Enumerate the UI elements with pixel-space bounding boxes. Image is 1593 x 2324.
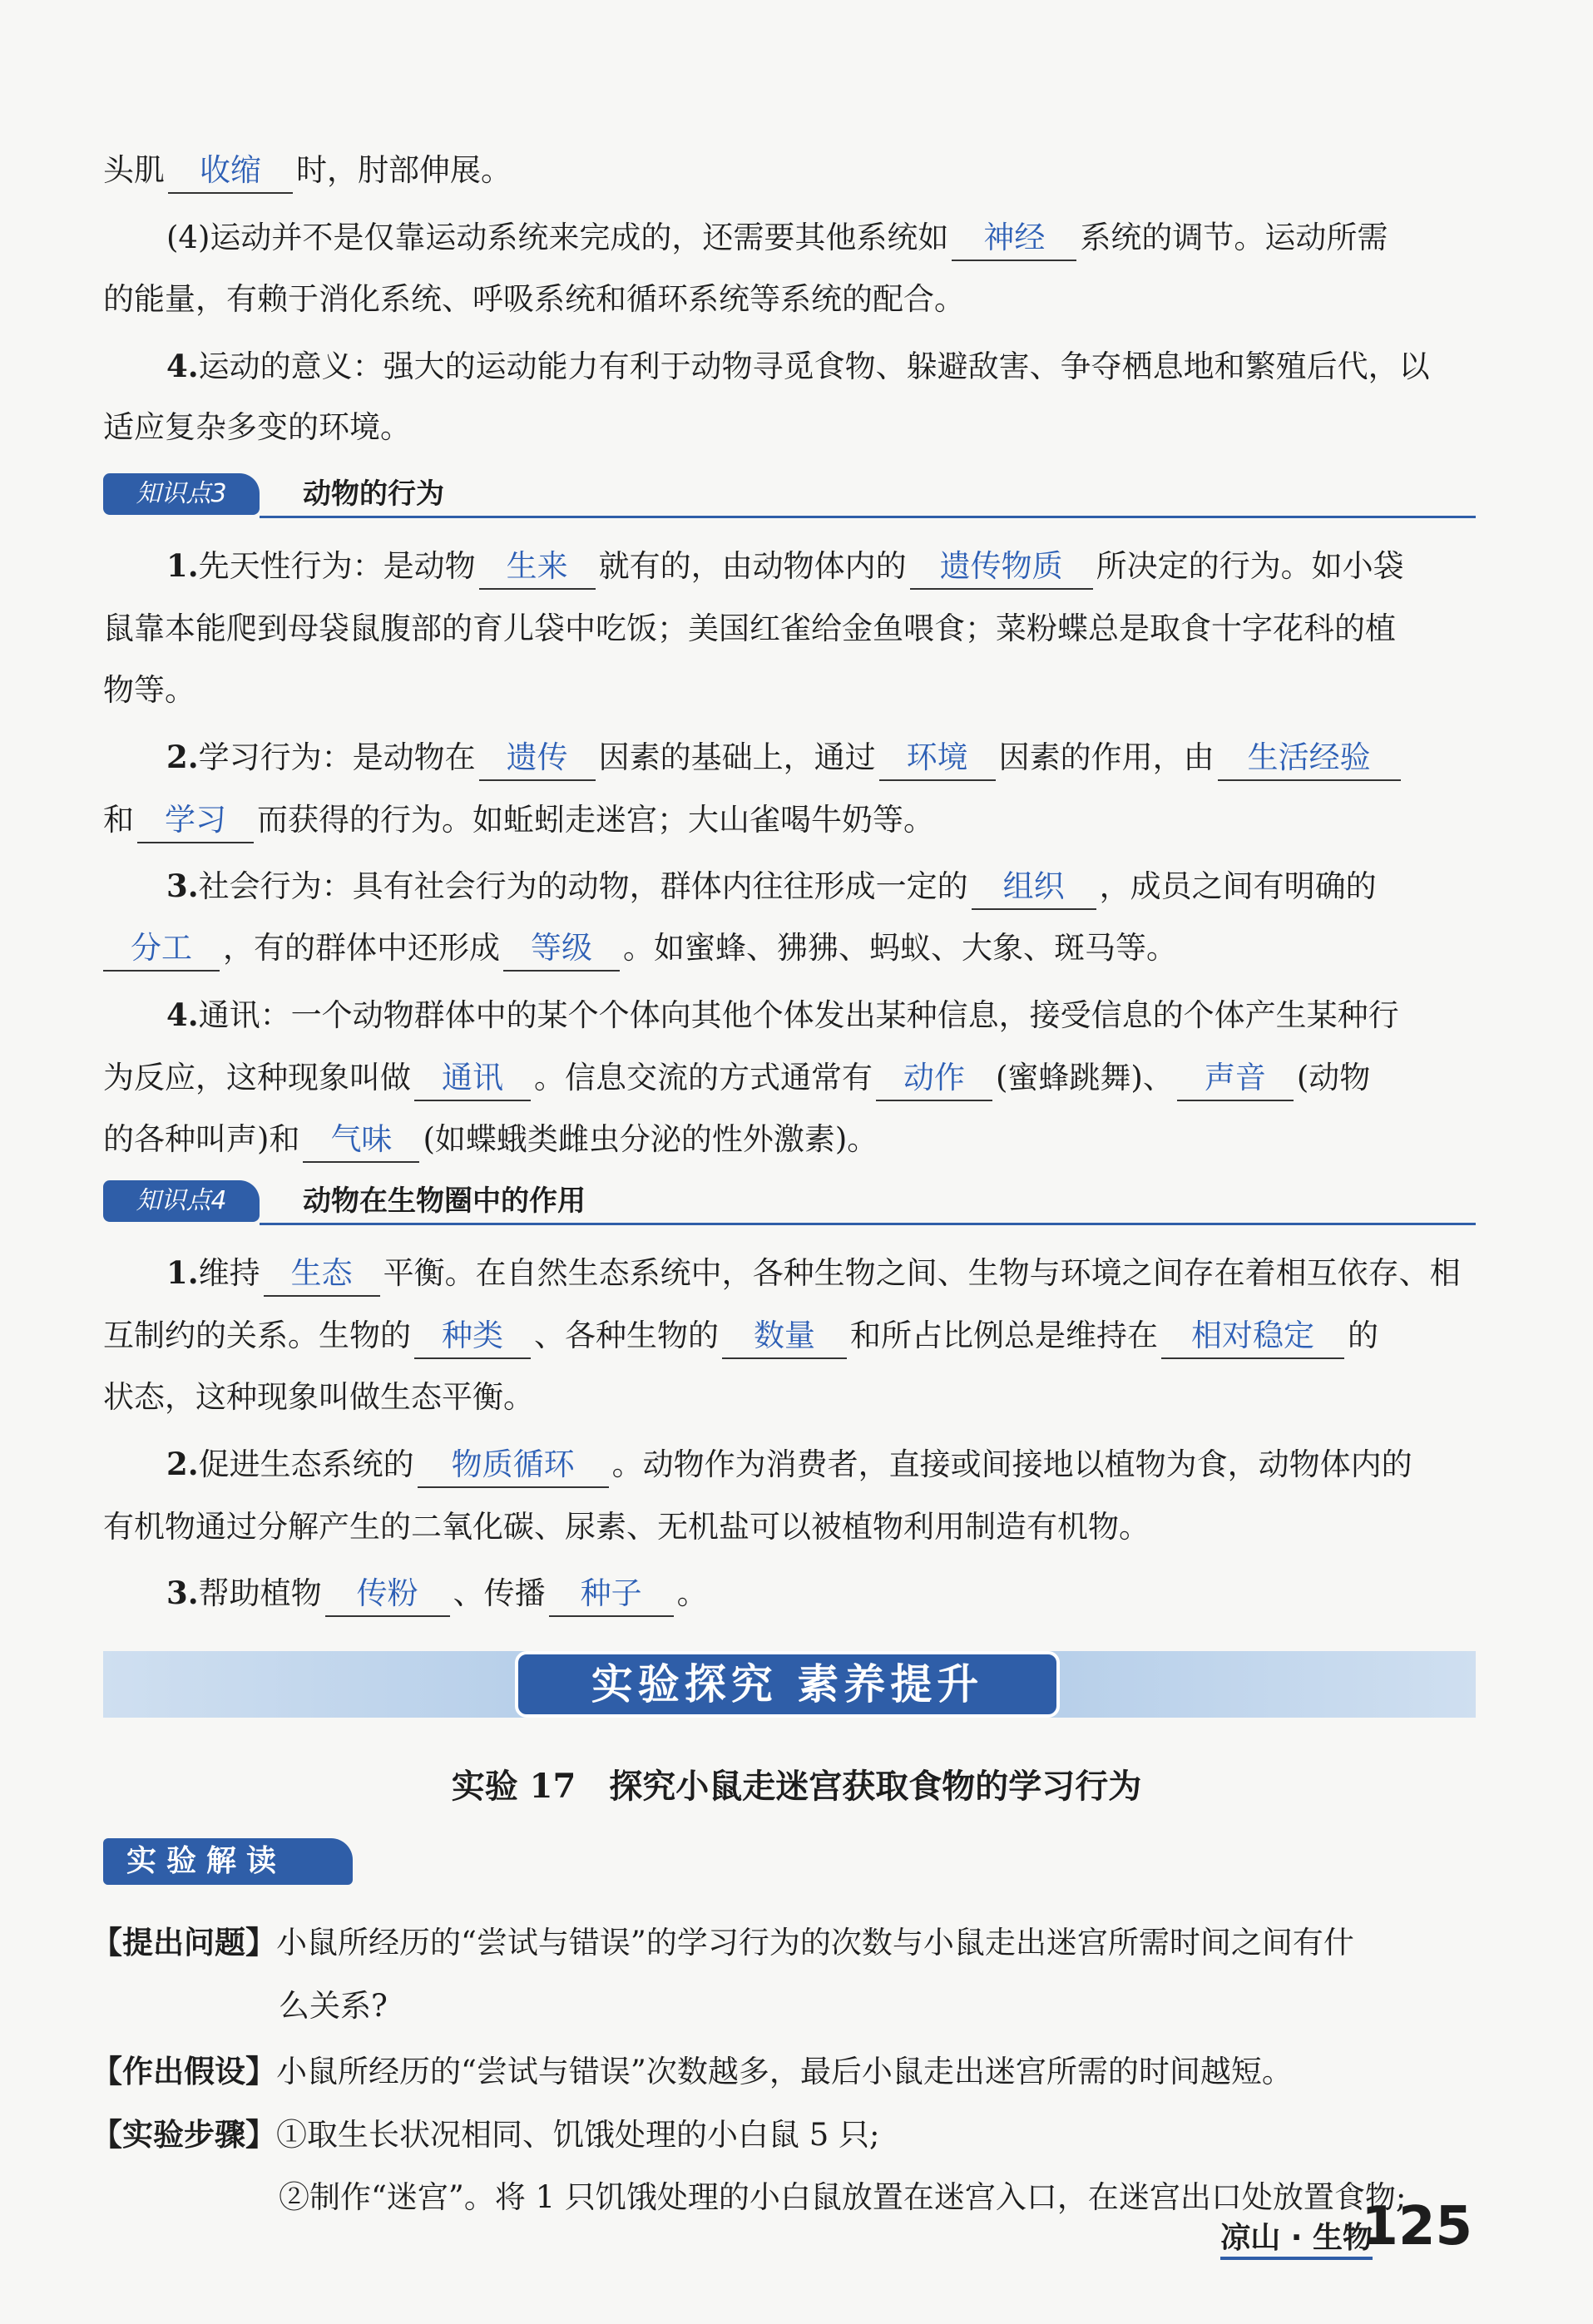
knowledge-point-badge: 知识点4 bbox=[103, 1180, 260, 1222]
text-line: 互制约的关系。生物的 种类 、各种生物的 数量 和所占比例总是维持在 相对稳定 的 bbox=[103, 1311, 1492, 1361]
banner-title: 实验探究 素养提升 bbox=[515, 1651, 1060, 1718]
answer-blank: 种子 bbox=[549, 1572, 674, 1617]
answer-blank: 生来 bbox=[479, 545, 596, 590]
answer-blank: 遗传物质 bbox=[910, 545, 1093, 590]
answer-blank: 数量 bbox=[722, 1314, 847, 1359]
text-line: (4)运动并不是仅靠运动系统来完成的，还需要其他系统如 神经 系统的调节。运动所需 bbox=[166, 213, 1556, 263]
divider bbox=[260, 1223, 1476, 1225]
knowledge-point-3-header bbox=[103, 470, 1476, 520]
text-line: 1.维持 生态 平衡。在自然生态系统中，各种生物之间、生物与环境之间存在着相互依存、相 bbox=[166, 1248, 1556, 1298]
answer-blank: 收缩 bbox=[168, 149, 293, 194]
answer-blank: 生态 bbox=[264, 1252, 380, 1297]
question-line: 【提出问题】小鼠所经历的“尝试与错误”的学习行为的次数与小鼠走出迷宫所需时间之间有什 bbox=[92, 1924, 1354, 1961]
text-line: 4.运动的意义：强大的运动能力有利于动物寻觅食物、躲避敌害、争夺栖息地和繁殖后代，以 bbox=[166, 348, 1430, 384]
divider bbox=[260, 516, 1476, 518]
answer-blank: 气味 bbox=[303, 1118, 419, 1163]
answer-blank: 相对稳定 bbox=[1161, 1314, 1344, 1359]
text-line: 鼠靠本能爬到母袋鼠腹部的育儿袋中吃饭；美国红雀给金鱼喂食；菜粉蝶总是取食十字花科的植 bbox=[103, 611, 1396, 646]
text-line: 物等。 bbox=[103, 672, 195, 708]
answer-blank: 生活经验 bbox=[1218, 736, 1401, 781]
experiment-title: 实验 17 探究小鼠走迷宫获取食物的学习行为 bbox=[451, 1767, 1142, 1806]
experiment-reading-badge: 实验解读 bbox=[103, 1838, 353, 1885]
question-line: 么关系? bbox=[279, 1988, 388, 2024]
section-banner bbox=[103, 1651, 1476, 1718]
text-line: 为反应，这种现象叫做 通讯 。信息交流的方式通常有 动作 (蜜蜂跳舞)、 声音 (动物 bbox=[103, 1053, 1492, 1103]
text-line: 状态，这种现象叫做生态平衡。 bbox=[103, 1379, 534, 1415]
answer-blank: 物质循环 bbox=[418, 1443, 609, 1488]
answer-blank: 遗传 bbox=[479, 736, 596, 781]
answer-blank: 神经 bbox=[952, 216, 1076, 261]
text-line: 3.社会行为：具有社会行为的动物，群体内往往形成一定的 组织 ，成员之间有明确的 bbox=[166, 861, 1556, 912]
section-title: 动物的行为 bbox=[303, 477, 444, 511]
text-line: 1.先天性行为：是动物 生来 就有的，由动物体内的 遗传物质 所决定的行为。如小袋 bbox=[166, 541, 1556, 591]
text-line: 4.通讯：一个动物群体中的某个个体向其他个体发出某种信息，接受信息的个体产生某种行 bbox=[166, 996, 1399, 1033]
answer-blank: 学习 bbox=[137, 799, 254, 843]
text-line: 2.促进生态系统的 物质循环 。动物作为消费者，直接或间接地以植物为食，动物体内的 bbox=[166, 1439, 1556, 1490]
text-line: 的能量，有赖于消化系统、呼吸系统和循环系统等系统的配合。 bbox=[103, 281, 965, 317]
text-line: 头肌 收缩 时，肘部伸展。 bbox=[103, 146, 1492, 195]
answer-blank: 传粉 bbox=[325, 1572, 450, 1617]
hypothesis-line: 【作出假设】小鼠所经历的“尝试与错误”次数越多，最后小鼠走出迷宫所需的时间越短。 bbox=[92, 2053, 1293, 2089]
answer-blank: 分工 bbox=[103, 927, 220, 972]
text-line: 的各种叫声)和 气味 (如蝶蛾类雌虫分泌的性外激素)。 bbox=[103, 1115, 1492, 1164]
answer-blank: 通讯 bbox=[414, 1056, 531, 1101]
text-line: 2.学习行为：是动物在 遗传 因素的基础上，通过 环境 因素的作用，由 生活经验 bbox=[166, 732, 1556, 783]
answer-blank: 等级 bbox=[503, 927, 620, 972]
text-line: 分工 ，有的群体中还形成 等级 。如蜜蜂、狒狒、蚂蚁、大象、斑马等。 bbox=[103, 923, 1492, 973]
answer-blank: 组织 bbox=[972, 865, 1096, 910]
section-title: 动物在生物圈中的作用 bbox=[303, 1184, 586, 1218]
answer-blank: 环境 bbox=[879, 736, 996, 781]
answer-blank: 声音 bbox=[1177, 1056, 1294, 1101]
text-line: 和 学习 而获得的行为。如蚯蚓走迷宫；大山雀喝牛奶等。 bbox=[103, 795, 1492, 845]
page-number: 125 bbox=[1361, 2196, 1472, 2257]
answer-blank: 种类 bbox=[414, 1314, 531, 1359]
knowledge-point-4-header bbox=[103, 1177, 1476, 1227]
knowledge-point-badge: 知识点3 bbox=[103, 473, 260, 515]
text-line: 3.帮助植物 传粉 、传播 种子 。 bbox=[166, 1568, 1556, 1619]
text-line: 适应复杂多变的环境。 bbox=[103, 409, 411, 445]
text-line: 有机物通过分解产生的二氧化碳、尿素、无机盐可以被植物利用制造有机物。 bbox=[103, 1509, 1150, 1545]
footer-label: 凉山 · 生物 bbox=[1220, 2214, 1373, 2260]
steps-line: 【实验步骤】①取生长状况相同、饥饿处理的小白鼠 5 只; bbox=[92, 2116, 880, 2153]
answer-blank: 动作 bbox=[876, 1056, 992, 1101]
steps-line: ②制作“迷宫”。将 1 只饥饿处理的小白鼠放置在迷宫入口，在迷宫出口处放置食物; bbox=[279, 2179, 1407, 2215]
